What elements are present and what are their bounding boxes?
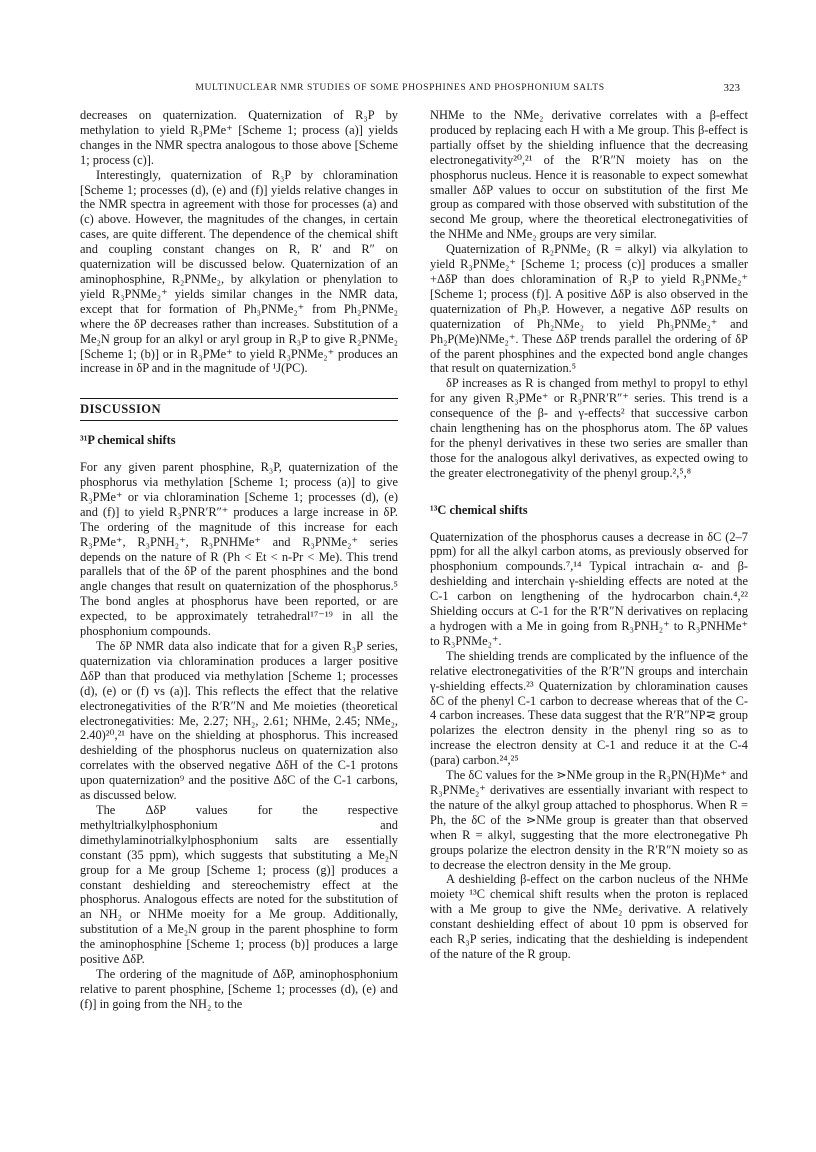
right-column — [430, 108, 748, 962]
paragraph: δP increases as R is changed from methyl to propyl to ethyl for any given R₃PMe⁺ or R₃PNR′R″⁺ series. This trend is a consequence of the β- and γ-effects² that successive carbon chain lengthening has on the phosphorus atom. The δP values for the phenyl derivatives in these two series are smaller than those for the analogous alkyl derivatives, as expected owing to the greater electronegativity of the phenyl group.²,⁵,⁸ — [430, 376, 748, 480]
left-column — [80, 108, 398, 1012]
paragraph: NHMe to the NMe₂ derivative correlates with a β-effect produced by replacing each H with a Me group. This β-effect is partially offset by the shielding influence that the decreasing electronegativity²⁰,²¹ of the R′R″N moiety has on the phosphorus nucleus. Hence it is reasonable to expect somewhat smaller ΔδP values to occur on substitution of the first Me group as compared with those observed with substitution of the second Me group, where the theoretical electronegativities of the NHMe and NMe₂ groups are very similar. — [430, 108, 748, 242]
paragraph: The δC values for the ⋗NMe group in the R₃PN(H)Me⁺ and R₃PNMe₂⁺ derivatives are essentially invariant with respect to the nature of the alkyl group attached to phosphorus. When R = Ph, the δC of the ⋗NMe group is greater than that observed when R = alkyl, suggesting that the more electronegative Ph groups polarize the electron density in the R′R″N moiety so as to decrease the electron density in the Me group. — [430, 768, 748, 872]
paragraph: Quaternization of the phosphorus causes a decrease in δC (2–7 ppm) for all the alkyl carbon atoms, as previously observed for phosphonium compounds.⁷,¹⁴ Typical intrachain α- and β-deshielding and interchain γ-shielding effects are noted at the C-1 carbon on lengthening of the hydrocarbon chain.⁴,²² Shielding occurs at C-1 for the R′R″N derivatives on replacing a hydrogen with a Me in going from R₃PNH₂⁺ to R₃PNHMe⁺ to R₃PNMe₂⁺. — [430, 529, 748, 648]
paragraph: The ordering of the magnitude of ΔδP, aminophosphonium relative to parent phosphine, [Scheme 1; processes (d), (e) and (f)] in going from the NH₂ to the — [80, 966, 398, 1011]
subsection-heading-13c: ¹³C chemical shifts — [430, 502, 528, 517]
subsection-heading-31p: ³¹P chemical shifts — [80, 433, 176, 448]
paragraph: Quaternization of R₂PNMe₂ (R = alkyl) via alkylation to yield R₃PNMe₂⁺ [Scheme 1; process (c)] produces a smaller +ΔδP than does chloramination of R₃P to yield R₃PNMe₂⁺ [Scheme 1; process (f)]. A positive ΔδP is also observed in the quaternization of Ph₃P. However, a negative ΔδP results on quaternization of Ph₂NMe₂ to yield Ph₃PNMe₂⁺ and Ph₂P(Me)NMe₂⁺. These ΔδP trends parallel the ordering of δP of the parent phosphines and the expected bond angle changes that result on quaternization.⁵ — [430, 242, 748, 376]
page-number: 323 — [723, 82, 740, 94]
paragraph: Interestingly, quaternization of R₃P by chloramination [Scheme 1; processes (d), (e) and (f)] yields relative changes in the NMR spectra in agreement with those for processes (a) and (c) above. However, the magnitudes of the changes, in certain cases, are quite different. The dependence of the chemical shift and coupling constant changes on R, R′ and R″ on quaternization will be discussed below. Quaternization of an aminophosphine, R₂PNMe₂, by alkylation or phenylation to yield R₃PNMe₂⁺ yields similar changes in the NMR data, except that for formation of Ph₃PNMe₂⁺ from Ph₂PNMe₂ where the δP decreases rather than increases. Substitution of a Me₂N group for an alkyl or aryl group in R₃P to give R₂PNMe₂ [Scheme 1; (b)] or in R₃PMe⁺ to yield R₃PNMe₂⁺ produces an increase in δP and in the magnitude of ¹J(PC). — [80, 167, 398, 376]
paragraph: The ΔδP values for the respective methyltrialkylphosphonium and dimethylaminotrialkylphosphonium salts are essentially constant (35 ppm), which suggests that substituting a Me₂N group for a Me group [Scheme 1; process (g)] produces a constant deshielding and stereochemistry effect at the phosphorus. Analogous effects are noted for the substitution of an NH₂ or NHMe moeity for a Me group. Additionally, substitution of a Me₂N group in the parent phosphine to form the aminophosphine [Scheme 1; process (b)] produces a large positive ΔδP. — [80, 802, 398, 967]
paragraph: decreases on quaternization. Quaternization of R₃P by methylation to yield R₃PMe⁺ [Scheme 1; process (a)] yields changes in the NMR spectra analogous to those above [Scheme 1; process (c)]. — [80, 108, 398, 167]
paragraph: The δP NMR data also indicate that for a given R₃P series, quaternization via chloramination produces a larger positive ΔδP than that produced via methylation [Scheme 1; processes (d), (e) or (f) vs (a)]. This reflects the effect that the relative electronegativities of the R′R″N and Me moieties (theoretical electronegativities: Me, 2.27; NH₂, 2.61; NHMe, 2.45; NMe₂, 2.40)²⁰,²¹ have on the shielding at phosphorus. This increased deshielding of the phosphorus nucleus on quaternization also correlates with the observed negative ΔδH of the C-1 protons upon quaternization⁹ and the positive ΔδC of the C-1 carbons, as discussed below. — [80, 639, 398, 803]
paragraph: The shielding trends are complicated by the influence of the relative electronegativities of the R′R″N groups and interchain γ-shielding effects.²³ Quaternization by chloramination causes δC of the phenyl C-1 carbon to decrease whereas that of the C-4 carbon increases. These data suggest that the R′R″NP⋜ group polarizes the electron density in the phenyl ring so as to increase the electron density at C-1 and reduce it at the C-4 (para) carbon.²⁴,²⁵ — [430, 648, 748, 768]
paragraph: For any given parent phosphine, R₃P, quaternization of the phosphorus via methylation [Scheme 1; process (a)] to give R₃PMe⁺ or via chloramination [Scheme 1; processes (d), (e) and (f)] to yield R₃PNR′R″⁺ produces a large increase in δP. The ordering of the magnitude of this increase for each R₃PMe⁺, R₃PNH₂⁺, R₃PNHMe⁺ and R₃PNMe₂⁺ series depends on the nature of R (Ph < Et < n-Pr < Me). This trend parallels that of the δP of the parent phosphines and the bond angle changes that result on quaternization of the phosphorus.⁵ The bond angles at phosphorus have been reported, or are expected, to be approximately tetrahedral¹⁷⁻¹⁹ in all the phosphonium compounds. — [80, 460, 398, 639]
paragraph: A deshielding β-effect on the carbon nucleus of the NHMe moiety ¹³C chemical shift results when the proton is replaced with a Me group to give the NMe₂ derivative. A relatively constant deshielding effect of about 10 ppm is observed for each R₃P series, indicating that the deshielding is independent of the nature of the R group. — [430, 872, 748, 961]
running-title: MULTINUCLEAR NMR STUDIES OF SOME PHOSPHINES AND PHOSPHONIUM SALTS — [195, 82, 605, 93]
section-heading-discussion: DISCUSSION — [80, 398, 398, 421]
